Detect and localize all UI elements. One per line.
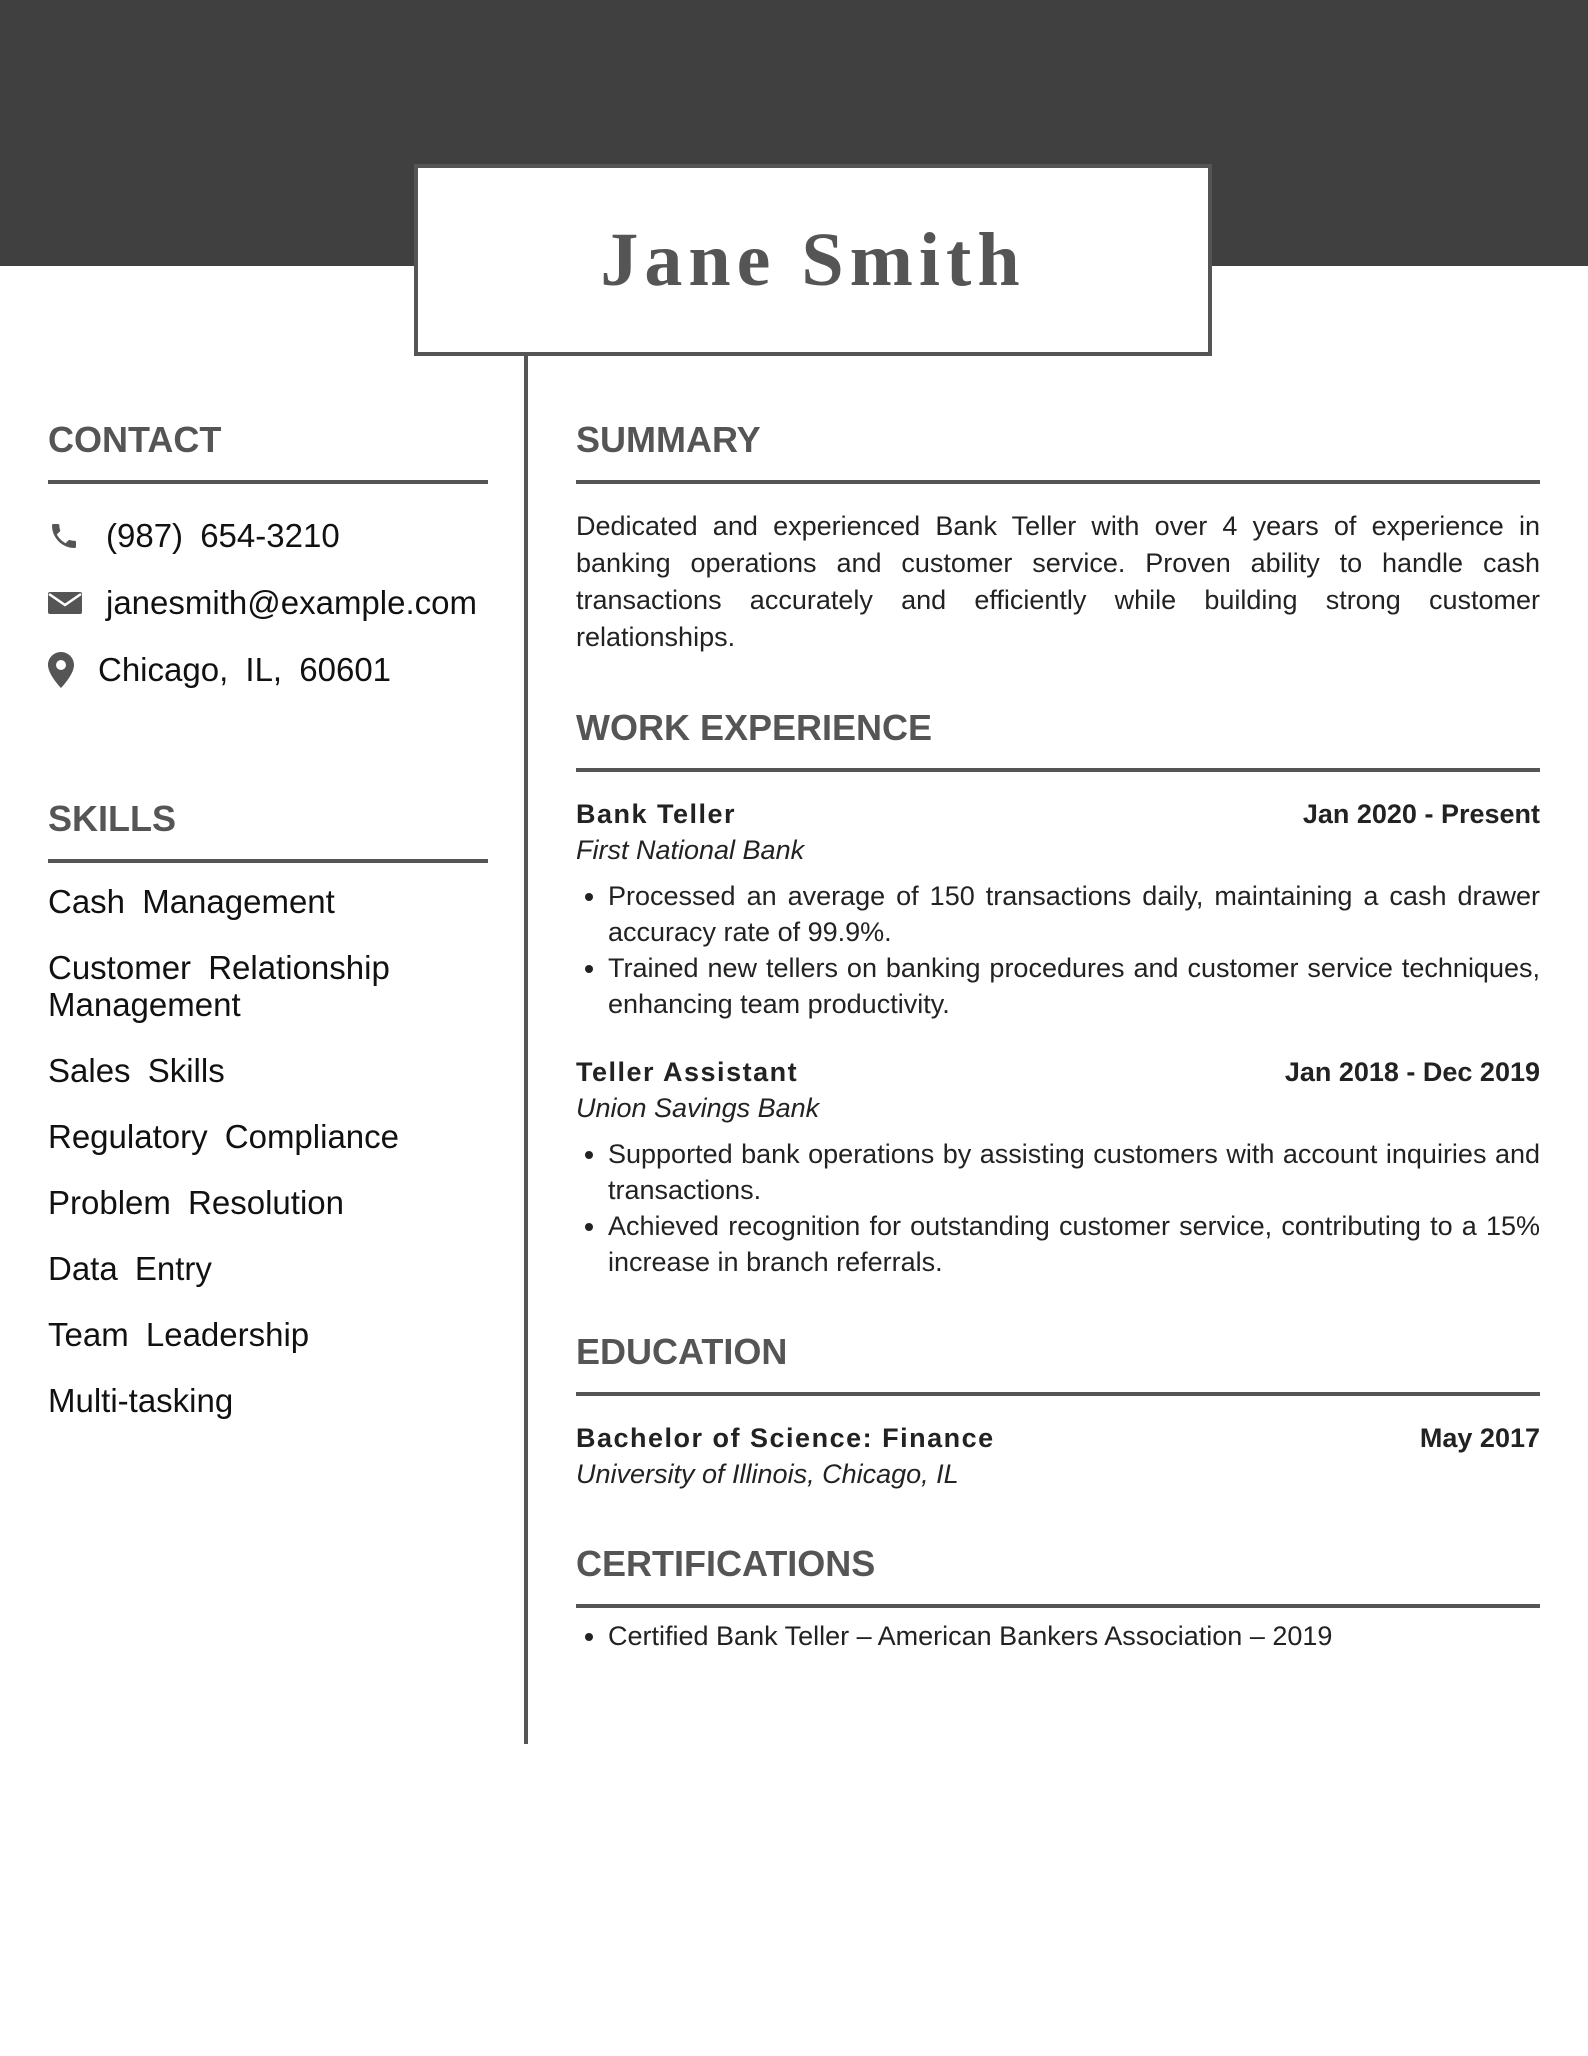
location-text: Chicago, IL, 60601 (98, 650, 392, 688)
skill-item: Team Leadership (48, 1316, 310, 1353)
contact-rule (48, 480, 488, 484)
skills-list (48, 883, 488, 1419)
column-divider (524, 356, 528, 1744)
contact-list (48, 502, 488, 703)
job-header (576, 1054, 1540, 1090)
job-dates: Jan 2018 - Dec 2019 (1284, 1057, 1540, 1087)
education-rule (576, 1392, 1540, 1396)
skills-heading: SKILLS (48, 798, 177, 839)
skill-item: Regulatory Compliance (48, 1118, 400, 1155)
education-entry (576, 1420, 1540, 1492)
job-bullet: • Processed an average of 150 transactions daily, maintaining a cash drawer accuracy rate of 99.9%. (608, 878, 1540, 950)
phone-icon (48, 520, 106, 552)
certifications-heading: CERTIFICATIONS (576, 1543, 876, 1584)
summary-text: Dedicated and experienced Bank Teller with over 4 years of experience in banking operations and customer service. Proven ability to handle cash transactions accurately and efficiently while building strong customer relationships. (576, 511, 1540, 652)
job-bullets (576, 1136, 1540, 1280)
certifications-list (576, 1618, 1540, 1654)
name-box (414, 164, 1212, 356)
job-entry (576, 796, 1540, 1022)
skill-item: Cash Management (48, 883, 335, 920)
school: University of Illinois, Chicago, IL (576, 1459, 959, 1489)
skill-item: Data Entry (48, 1250, 212, 1287)
contact-phone (48, 502, 488, 569)
skills-rule (48, 859, 488, 863)
right-column (576, 412, 1540, 1654)
skill-item: Customer Relationship Management (48, 949, 390, 1023)
contact-heading: CONTACT (48, 419, 222, 460)
skill-item: Problem Resolution (48, 1184, 344, 1221)
summary-heading: SUMMARY (576, 419, 761, 460)
work-rule (576, 768, 1540, 772)
work-heading: WORK EXPERIENCE (576, 707, 933, 748)
envelope-icon (48, 590, 106, 616)
job-header (576, 796, 1540, 832)
left-column (48, 412, 488, 1448)
job-title: Bank Teller (576, 799, 737, 829)
skill-item: Multi-tasking (48, 1382, 234, 1419)
education-heading: EDUCATION (576, 1331, 788, 1372)
candidate-name: Jane Smith (600, 217, 1026, 302)
job-dates: Jan 2020 - Present (1302, 799, 1540, 829)
summary-rule (576, 480, 1540, 484)
certifications-rule (576, 1604, 1540, 1608)
job-bullet: • Achieved recognition for outstanding customer service, contributing to a 15% increase in branch referrals. (608, 1208, 1540, 1280)
map-pin-icon (48, 652, 98, 688)
degree: Bachelor of Science: Finance (576, 1423, 995, 1453)
certification-item: • Certified Bank Teller – American Bankers Association – 2019 (608, 1618, 1540, 1654)
job-employer: Union Savings Bank (576, 1093, 820, 1123)
job-bullets (576, 878, 1540, 1022)
job-bullet: • Trained new tellers on banking procedures and customer service techniques, enhancing team productivity. (608, 950, 1540, 1022)
job-title: Teller Assistant (576, 1057, 799, 1087)
email-link[interactable]: janesmith@example.com (106, 583, 477, 621)
contact-email (48, 569, 488, 636)
job-employer: First National Bank (576, 835, 805, 865)
job-bullet: • Supported bank operations by assisting customers with account inquiries and transactions. (608, 1136, 1540, 1208)
skill-item: Sales Skills (48, 1052, 225, 1089)
graduation-date: May 2017 (1419, 1423, 1540, 1453)
education-header (576, 1420, 1540, 1456)
contact-location (48, 636, 488, 703)
phone-text[interactable]: (987) 654-3210 (106, 516, 340, 554)
job-entry (576, 1054, 1540, 1280)
